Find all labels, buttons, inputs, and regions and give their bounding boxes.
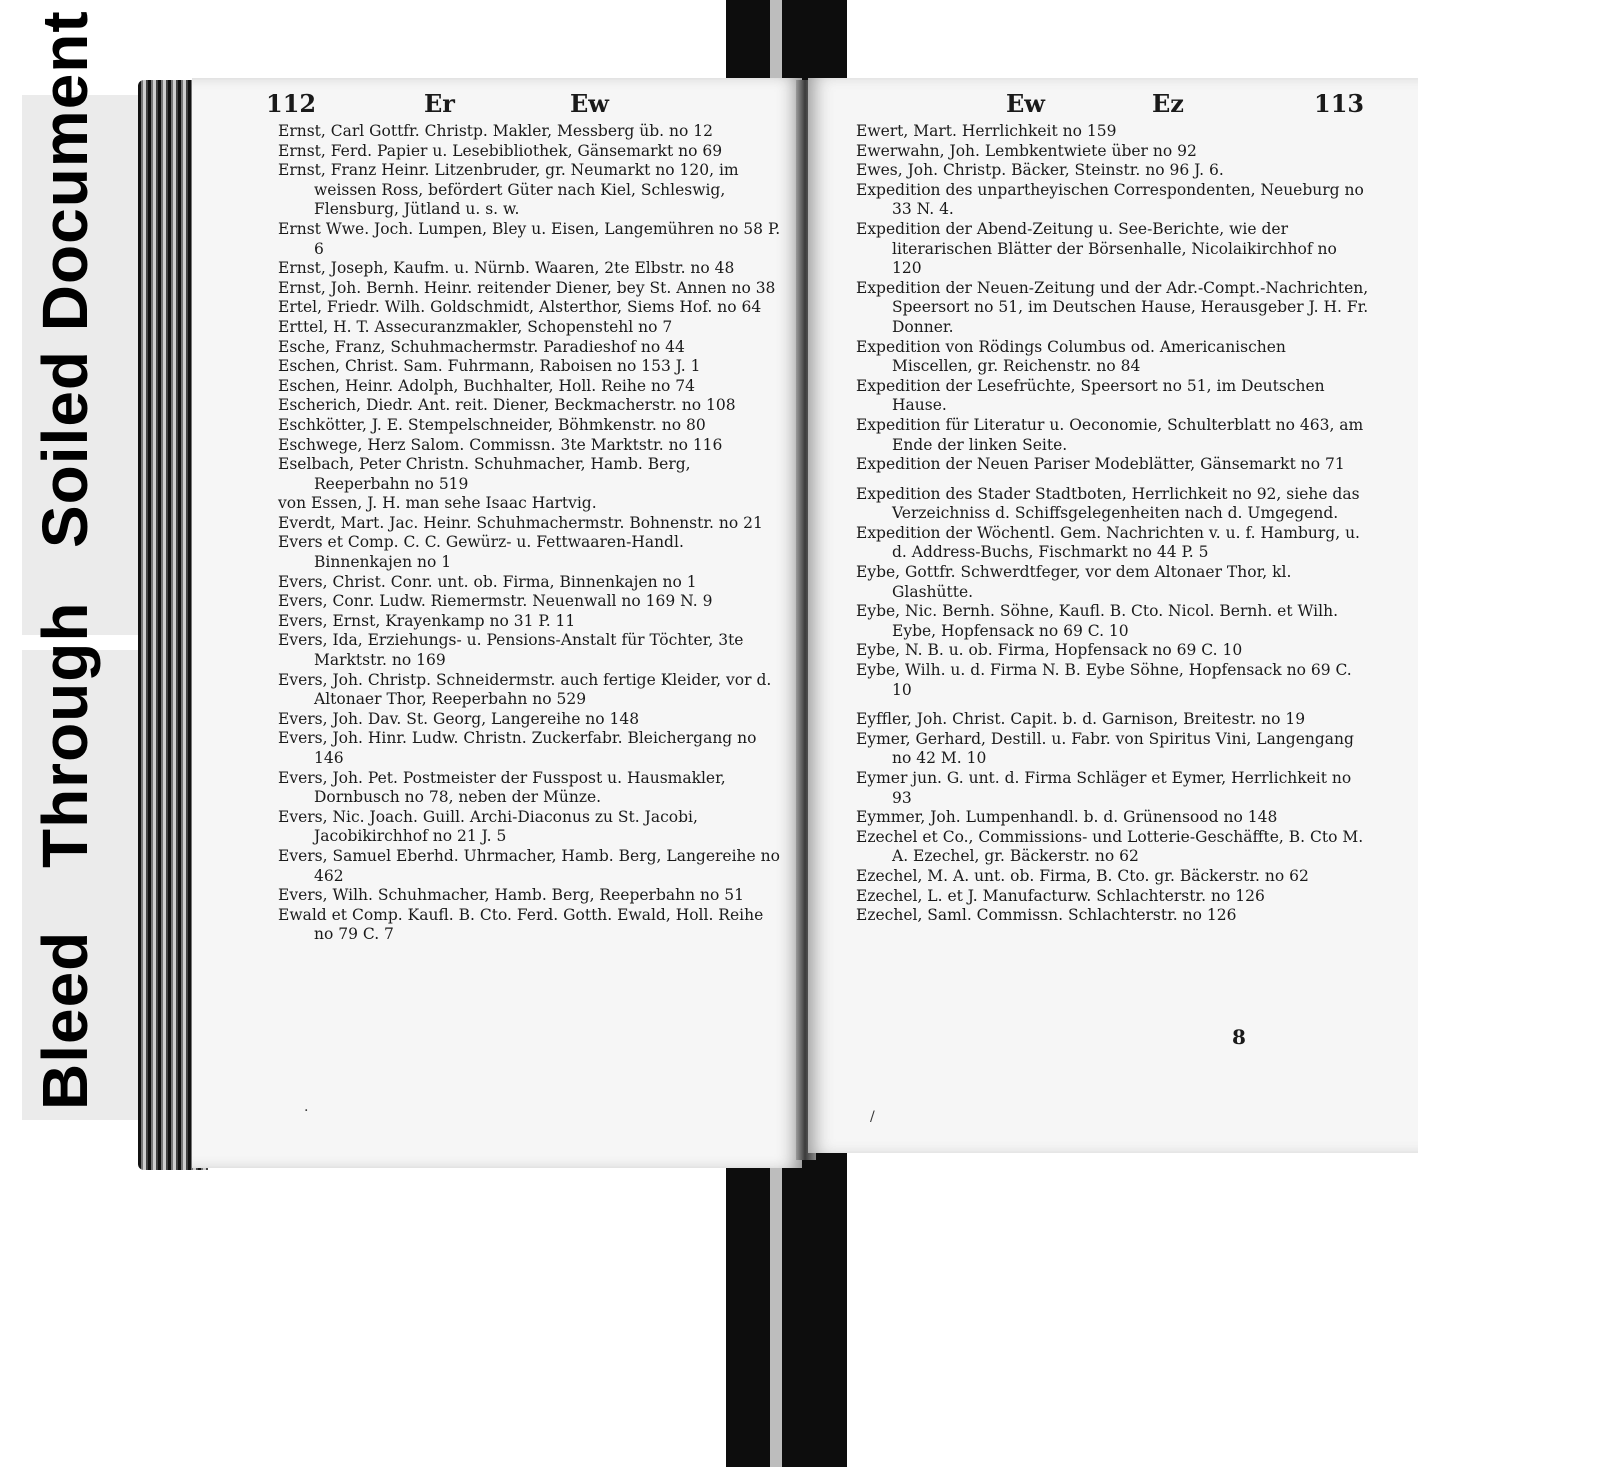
header-left: Er — [424, 89, 455, 118]
left-entry-list — [278, 122, 786, 945]
header-right: Ez — [1152, 89, 1184, 118]
directory-entry: Expedition der Neuen-Zeitung und der Adr.-Compt.-Nachrichten, Speersort no 51, im Deutschen Hause, Herausgeber J. H. Fr. Donner. — [856, 278, 1369, 336]
right-entry-list — [856, 122, 1370, 926]
directory-entry: Eybe, Gottfr. Schwerdtfeger, vor dem Altonaer Thor, kl. Glashütte. — [856, 563, 1292, 601]
directory-entry: Expedition der Lesefrüchte, Speersort no 51, im Deutschen Hause. — [856, 376, 1325, 415]
directory-entry: von Essen, J. H. man sehe Isaac Hartvig. — [278, 494, 597, 513]
directory-entry: Ewert, Mart. Herrlichkeit no 159 — [856, 122, 1117, 140]
directory-entry: Expedition des unpartheyischen Correspondenten, Neueburg no 33 N. 4. — [856, 180, 1364, 219]
directory-entry: Eymmer, Joh. Lumpenhandl. b. d. Grünensood no 148 — [856, 808, 1278, 827]
directory-entry: Ernst, Ferd. Papier u. Lesebibliothek, Gänsemarkt no 69 — [278, 141, 723, 160]
directory-entry: Evers, Ernst, Krayenkamp no 31 P. 11 — [278, 611, 576, 630]
signature-mark: 8 — [1232, 1025, 1246, 1049]
directory-entry: Ernst Wwe. Joch. Lumpen, Bley u. Eisen, Langemühren no 58 P. 6 — [278, 219, 781, 258]
ink-mark: . — [304, 1099, 309, 1115]
right-page — [808, 78, 1418, 1153]
directory-entry: Ernst, Joseph, Kaufm. u. Nürnb. Waaren, 2te Elbstr. no 48 — [278, 259, 735, 278]
directory-entry: Eybe, N. B. u. ob. Firma, Hopfensack no 69 C. 10 — [856, 641, 1243, 660]
directory-entry: Evers et Comp. C. C. Gewürz- u. Fettwaaren-Handl. Binnenkajen no 1 — [278, 533, 684, 572]
directory-entry: Evers, Wilh. Schuhmacher, Hamb. Berg, Reeperbahn no 51 — [278, 886, 744, 905]
directory-entry: Escherich, Diedr. Ant. reit. Diener, Beckmacherstr. no 108 — [278, 396, 736, 415]
directory-entry: Ertel, Friedr. Wilh. Goldschmidt, Alsterthor, Siems Hof. no 64 — [278, 298, 762, 317]
directory-entry: Evers, Samuel Eberhd. Uhrmacher, Hamb. Berg, Langereihe no 462 — [278, 846, 780, 885]
directory-entry: Erttel, H. T. Assecuranzmakler, Schopenstehl no 7 — [278, 317, 673, 336]
directory-entry: Eschkötter, J. E. Stempelschneider, Böhmkenstr. no 80 — [278, 415, 706, 434]
directory-entry: Ernst, Franz Heinr. Litzenbruder, gr. Neumarkt no 120, im weissen Ross, befördert Güter nach Kiel, Schleswig, Flensburg, Jütland u. s. w. — [278, 161, 739, 219]
stamp-word-soiled-document: Soiled Document — [29, 10, 101, 548]
directory-entry: Evers, Conr. Ludw. Riemermstr. Neuenwall no 169 N. 9 — [278, 592, 713, 611]
directory-entry: Eybe, Nic. Bernh. Söhne, Kaufl. B. Cto. Nicol. Bernh. et Wilh. Eybe, Hopfensack no 69 C. 10 — [856, 602, 1338, 640]
right-page-header — [808, 89, 1418, 124]
directory-entry: Evers, Joh. Pet. Postmeister der Fusspost u. Hausmakler, Dornbusch no 78, neben der Münze. — [278, 768, 726, 807]
directory-entry: Expedition von Rödings Columbus od. Americanischen Miscellen, gr. Reichenstr. no 84 — [856, 337, 1286, 376]
ink-mark: / — [870, 1109, 875, 1125]
left-page — [192, 78, 802, 1168]
header-right: Ew — [570, 89, 609, 118]
directory-entry: Ezechel, M. A. unt. ob. Firma, B. Cto. gr. Bäckerstr. no 62 — [856, 866, 1309, 885]
directory-entry: Everdt, Mart. Jac. Heinr. Schuhmachermstr. Bohnenstr. no 21 — [278, 513, 763, 532]
directory-entry: Ewald et Comp. Kaufl. B. Cto. Ferd. Gotth. Ewald, Holl. Reihe no 79 C. 7 — [278, 905, 764, 944]
directory-entry: Ezechel, L. et J. Manufacturw. Schlachterstr. no 126 — [856, 886, 1265, 905]
directory-entry: Ezechel et Co., Commissions- und Lotterie-Geschäffte, B. Cto M. A. Ezechel, gr. Bäckerstr. no 62 — [856, 827, 1364, 866]
directory-entry: Eyffler, Joh. Christ. Capit. b. d. Garnison, Breitestr. no 19 — [856, 710, 1306, 729]
directory-entry: Expedition der Abend-Zeitung u. See-Berichte, wie der literarischen Blätter der Börsenhalle, Nicolaikirchhof no 120 — [856, 219, 1337, 278]
directory-entry: Ernst, Carl Gottfr. Christp. Makler, Messberg üb. no 12 — [278, 122, 713, 140]
stamp-word-through: Through — [29, 601, 101, 868]
directory-entry: Evers, Joh. Christp. Schneidermstr. auch fertige Kleider, vor d. Altonaer Thor, Reeperbahn no 529 — [278, 670, 772, 709]
directory-entry: Evers, Joh. Hinr. Ludw. Christn. Zuckerfabr. Bleichergang no 146 — [278, 729, 757, 767]
directory-entry: Eymer jun. G. unt. d. Firma Schläger et Eymer, Herrlichkeit no 93 — [856, 769, 1352, 807]
directory-entry: Eselbach, Peter Christn. Schuhmacher, Hamb. Berg, Reeperbahn no 519 — [278, 455, 691, 493]
directory-entry: Ernst, Joh. Bernh. Heinr. reitender Diener, bey St. Annen no 38 — [278, 278, 776, 297]
directory-entry: Eschen, Heinr. Adolph, Buchhalter, Holl. Reihe no 74 — [278, 376, 695, 395]
bleed-through-stamp — [28, 10, 102, 1110]
directory-entry: Evers, Ida, Erziehungs- u. Pensions-Anstalt für Töchter, 3te Marktstr. no 169 — [278, 631, 744, 670]
directory-entry: Eschen, Christ. Sam. Fuhrmann, Raboisen no 153 J. 1 — [278, 357, 701, 376]
directory-entry: Eybe, Wilh. u. d. Firma N. B. Eybe Söhne, Hopfensack no 69 C. 10 — [856, 661, 1352, 699]
page-number: 112 — [266, 89, 317, 118]
directory-entry: Expedition des Stader Stadtboten, Herrlichkeit no 92, siehe das Verzeichniss d. Schiffsgelegenheiten nach d. Umgegend. — [856, 484, 1360, 523]
directory-entry: Expedition der Wöchentl. Gem. Nachrichten v. u. f. Hamburg, u. d. Address-Buchs, Fischmarkt no 44 P. 5 — [856, 523, 1360, 562]
page-number: 113 — [1314, 89, 1365, 118]
directory-entry: Evers, Christ. Conr. unt. ob. Firma, Binnenkajen no 1 — [278, 572, 697, 591]
directory-entry: Expedition der Neuen Pariser Modeblätter, Gänsemarkt no 71 — [856, 455, 1345, 474]
directory-entry: Ezechel, Saml. Commissn. Schlachterstr. no 126 — [856, 906, 1237, 925]
directory-entry: Esche, Franz, Schuhmachermstr. Paradieshof no 44 — [278, 337, 685, 356]
directory-entry: Ewerwahn, Joh. Lembkentwiete über no 92 — [856, 141, 1197, 160]
stamp-word-bleed: Bleed — [29, 930, 101, 1110]
directory-entry: Eschwege, Herz Salom. Commissn. 3te Marktstr. no 116 — [278, 435, 723, 454]
header-left: Ew — [1006, 89, 1045, 118]
directory-entry: Ewes, Joh. Christp. Bäcker, Steinstr. no 96 J. 6. — [856, 161, 1224, 180]
directory-entry: Evers, Joh. Dav. St. Georg, Langereihe no 148 — [278, 709, 640, 728]
directory-entry: Expedition für Literatur u. Oeconomie, Schulterblatt no 463, am Ende der linken Seite. — [856, 415, 1364, 454]
directory-entry: Eymer, Gerhard, Destill. u. Fabr. von Spiritus Vini, Langengang no 42 M. 10 — [856, 729, 1354, 768]
ribbon-bottom — [726, 1130, 847, 1467]
directory-entry: Evers, Nic. Joach. Guill. Archi-Diaconus zu St. Jacobi, Jacobikirchhof no 21 J. 5 — [278, 807, 698, 846]
left-page-header — [192, 89, 802, 124]
